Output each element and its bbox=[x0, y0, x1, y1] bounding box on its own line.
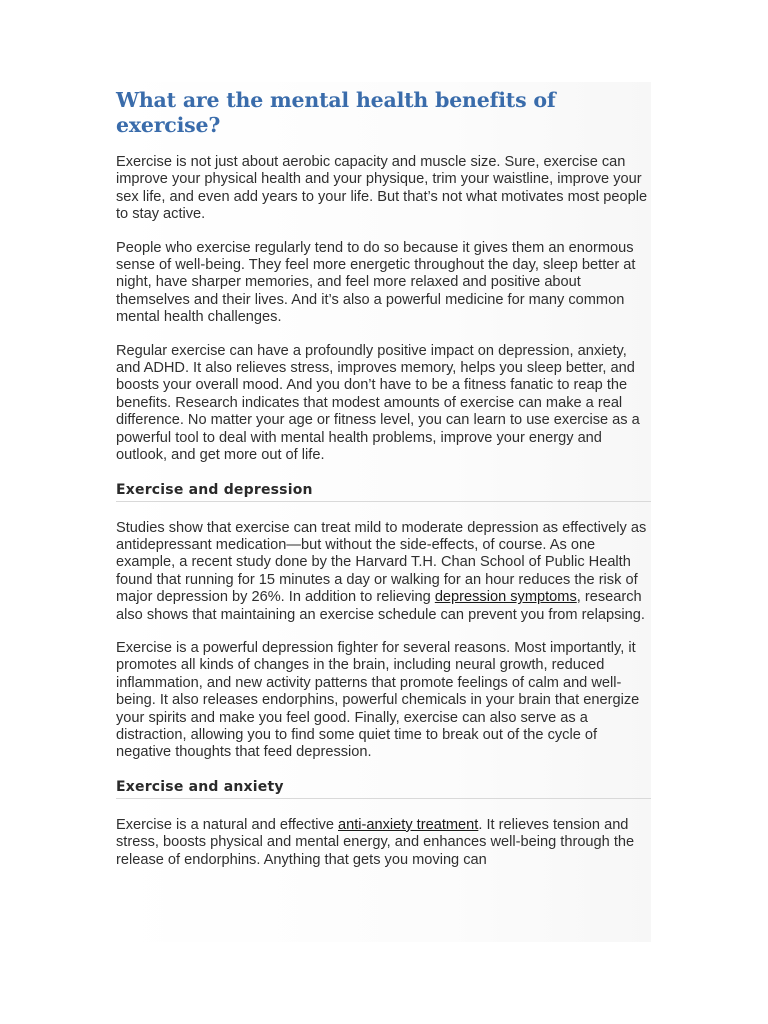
depression-paragraph-1 bbox=[116, 520, 651, 624]
depression-paragraph-2: Exercise is a powerful depression fighter for several reasons. Most importantly, it promotes all kinds of changes in the brain, including neural growth, reduced inflammation, and new activity patterns that promote feelings of calm and well-being. It also releases endorphins, powerful chemicals in your brain that energize your spirits and make you feel good. Finally, exercise can also serve as a distraction, allowing you to find some quiet time to break out of the cycle of negative thoughts that feed depression. bbox=[116, 639, 640, 761]
article-title: What are the mental health benefits of exercise? bbox=[116, 88, 556, 137]
anti-anxiety-treatment-link[interactable]: anti-anxiety treatment bbox=[338, 816, 479, 833]
depression-paragraph-1-text-b: , research also shows that maintaining an exercise schedule can prevent you from relapsing. bbox=[116, 589, 645, 623]
section-heading-depression: Exercise and depression bbox=[116, 481, 651, 502]
intro-paragraph-3: Regular exercise can have a profoundly positive impact on depression, anxiety, and ADHD. It also relieves stress, improves memory, helps you sleep better, and boosts your overall mood. And you don’t have to be a fitness fanatic to reap the benefits. Research indicates that modest amounts of exercise can make a real difference. No matter your age or fitness level, you can learn to use exercise as a powerful tool to deal with mental health problems, improve your energy and outlook, and get more out of life. bbox=[116, 342, 640, 464]
article bbox=[113, 82, 651, 942]
intro-paragraph-1: Exercise is not just about aerobic capacity and muscle size. Sure, exercise can improve your physical health and your physique, trim your waistline, improve your sex life, and even add years to your life. But that’s not what motivates most people to stay active. bbox=[116, 154, 648, 223]
depression-paragraph-1-text-a: Studies show that exercise can treat mild to moderate depression as effectively as antidepressant medication—but without the side-effects, of course. As one example, a recent study done by the Harvard T.H. Chan School of Public Health found that running for 15 minutes a day or walking for an hour reduces the risk of major depression by 26%. In addition to relieving bbox=[116, 519, 647, 606]
anxiety-paragraph-1-text-b: . It relieves tension and stress, boosts physical and mental energy, and enhances well-being through the release of endorphins. Anything that gets you moving can bbox=[116, 816, 635, 868]
section-heading-anxiety: Exercise and anxiety bbox=[116, 778, 651, 799]
anxiety-paragraph-1 bbox=[116, 817, 651, 869]
depression-symptoms-link[interactable]: depression symptoms bbox=[434, 589, 577, 606]
intro-paragraph-2: People who exercise regularly tend to do so because it gives them an enormous sense of well-being. They feel more energetic throughout the day, sleep better at night, have sharper memories, and feel more relaxed and positive about themselves and their lives. And it’s also a powerful medicine for many common mental health challenges. bbox=[116, 239, 636, 326]
anxiety-paragraph-1-text-a: Exercise is a natural and effective bbox=[116, 816, 338, 833]
article-content bbox=[116, 88, 651, 869]
